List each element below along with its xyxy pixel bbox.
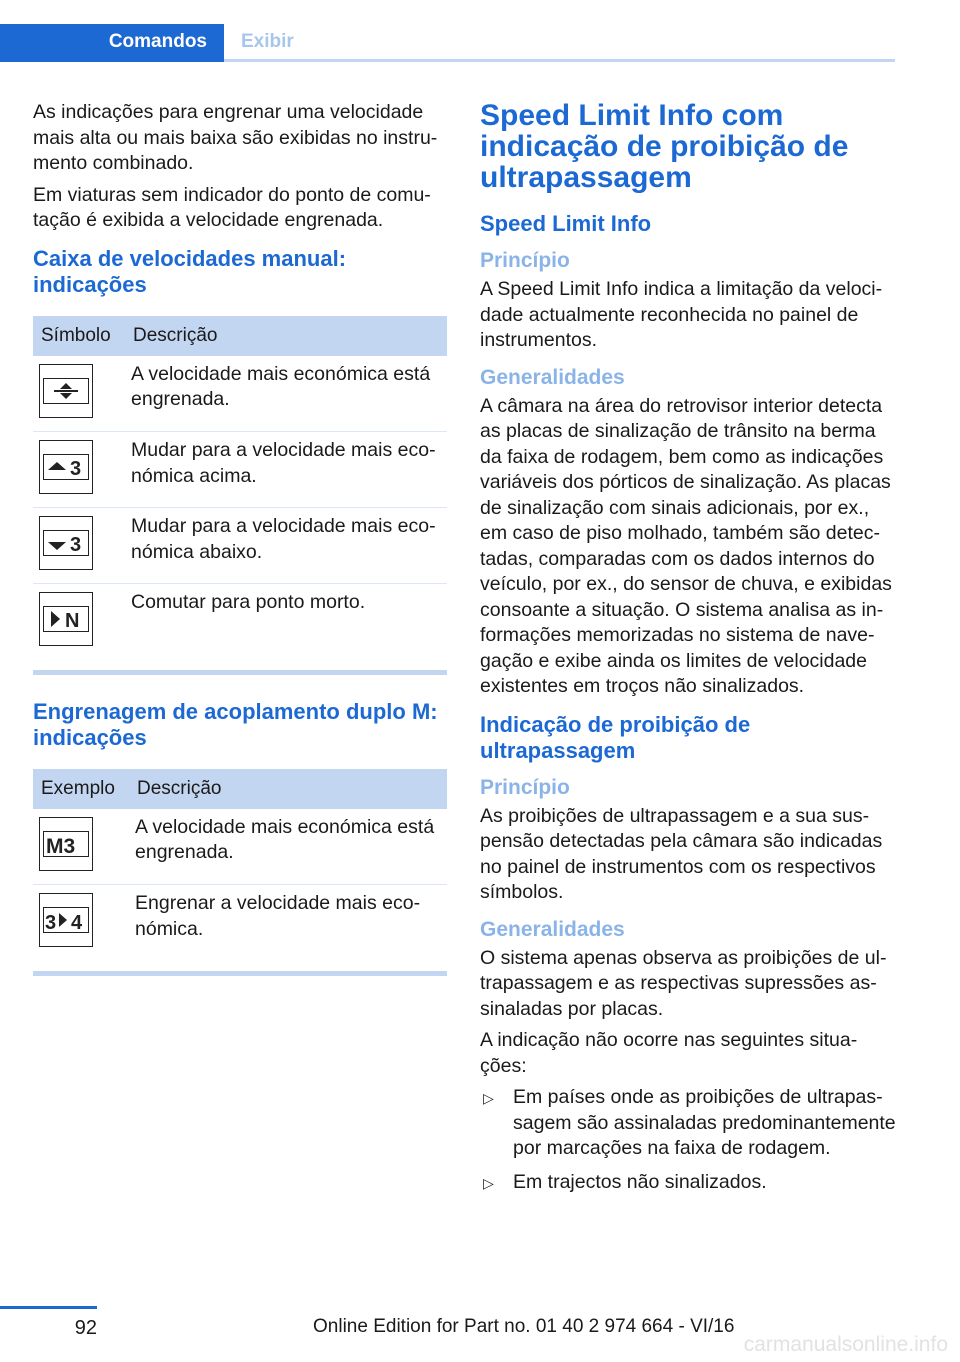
svg-text:3: 3 [70,534,82,554]
dct-heading: Engrenagem de acoplamento duplo M: indicações [33,698,438,750]
right-column [480,100,896,1203]
page-number: 92 [74,1317,97,1339]
table-end-rule [33,971,447,976]
header-rule [224,59,895,62]
tab-exibir[interactable] [224,24,895,62]
general-paragraph-2a: O sistema apenas observa as proibições de ultrapassagem e as respectivas supressões assinaladas por placas. [480,946,887,1020]
column-header-description: Descrição [133,324,218,346]
principle-heading-2: Princípio [480,775,570,799]
optimal-gear-icon [39,364,93,418]
bullet-triangle-icon: ▷ [483,1090,494,1106]
list-item-text: Em países onde as proibições de ultrapassagem são assinaladas predominantemente por marcações na faixa de rodagem. [513,1086,896,1159]
list-item [480,1085,896,1162]
table-cell-description: Mudar para a velocidade mais económica abaixo. [131,515,436,563]
principle-heading: Princípio [480,249,570,272]
neutral-icon [39,592,93,646]
tab-exibir-label: Exibir [241,31,294,52]
table-cell-description: A velocidade mais económica está engrenada. [135,815,435,863]
table-cell-description: Comutar para ponto morto. [131,591,366,613]
list-item [480,1170,896,1196]
m3-gear-icon [39,817,93,871]
column-header-example: Exemplo [41,777,115,799]
principle-paragraph: A Speed Limit Info indica a limitação da velocidade actualmente reconhecida no painel de instrumentos. [480,278,883,351]
footer-rule [0,1306,97,1309]
manual-gearbox-heading: Caixa de velocidades manual: indicações [33,245,347,297]
general-heading: Generalidades [480,365,625,389]
shift-up-icon [39,440,93,494]
principle-paragraph-2: As proibições de ultrapassagem e a sua suspensão detectadas pela câmara são indicadas no painel de instrumentos com os respectivos símbolos. [480,804,883,903]
svg-text:N: N [65,610,80,630]
dct-table [33,769,447,961]
table-header-row [33,316,447,356]
general-paragraph-2b: A indicação não ocorre nas seguintes situações: [480,1029,858,1077]
bullet-triangle-icon: ▷ [483,1174,494,1191]
shift-3-to-4-icon [39,893,93,947]
table-cell-description: Engrenar a velocidade mais económica. [135,892,421,940]
no-overtaking-heading: Indicação de proibição de ultrapassagem [480,711,751,763]
svg-text:4: 4 [71,912,83,931]
table-header-row [33,769,447,809]
left-column [33,100,447,976]
svg-text:M3: M3 [46,834,76,855]
page-header [0,0,960,62]
tab-comandos[interactable] [0,24,224,62]
intro-paragraph-2: Em viaturas sem indicador do ponto de comutação é exibida a velocidade engrenada. [33,183,431,231]
general-paragraph: A câmara na área do retrovisor interior detecta as placas de sinalização de trânsito na berma da faixa de rodagem, bem como as indicações variáveis dos pórticos de sinalização. As placas de sinalização com sinais adicionais, por ex., em caso de piso molhado, também são detectadas, comparadas com os dados internos do veículo, por ex., do sensor de chuva, e exibidas consoante a situação. O sistema analisa as informações memorizadas no sistema de navegação e exibe ainda os limites de velocidade existentes em troços não sinalizados. [480,394,892,697]
table-row [33,432,447,508]
situations-list [480,1085,896,1195]
column-header-description: Descrição [137,777,222,799]
watermark: carmanualsonline.info [743,1333,948,1356]
table-row [33,885,447,961]
svg-text:3: 3 [45,912,57,931]
general-heading-2: Generalidades [480,917,625,941]
svg-text:3: 3 [70,458,82,478]
table-row [33,508,447,584]
list-item-text: Em trajectos não sinalizados. [513,1170,767,1193]
table-row [33,356,447,432]
table-cell-description: A velocidade mais económica está engrenada. [131,362,431,410]
table-end-rule [33,670,447,675]
column-header-symbol: Símbolo [41,324,111,346]
shift-down-icon [39,516,93,570]
edition-text: Online Edition for Part no. 01 40 2 974 664 - VI/16 [313,1316,735,1337]
manual-gearbox-table [33,316,447,660]
table-row [33,584,447,660]
tab-comandos-label: Comandos [108,31,207,52]
table-cell-description: Mudar para a velocidade mais económica acima. [131,439,436,487]
table-row [33,809,447,885]
intro-paragraph-1: As indicações para engrenar uma velocidade mais alta ou mais baixa são exibidas no instrumento combinado. [33,101,438,174]
speed-limit-info-heading: Speed Limit Info [480,211,652,236]
section-title: Speed Limit Info com indicação de proibição de ultrapassagem [480,99,849,194]
